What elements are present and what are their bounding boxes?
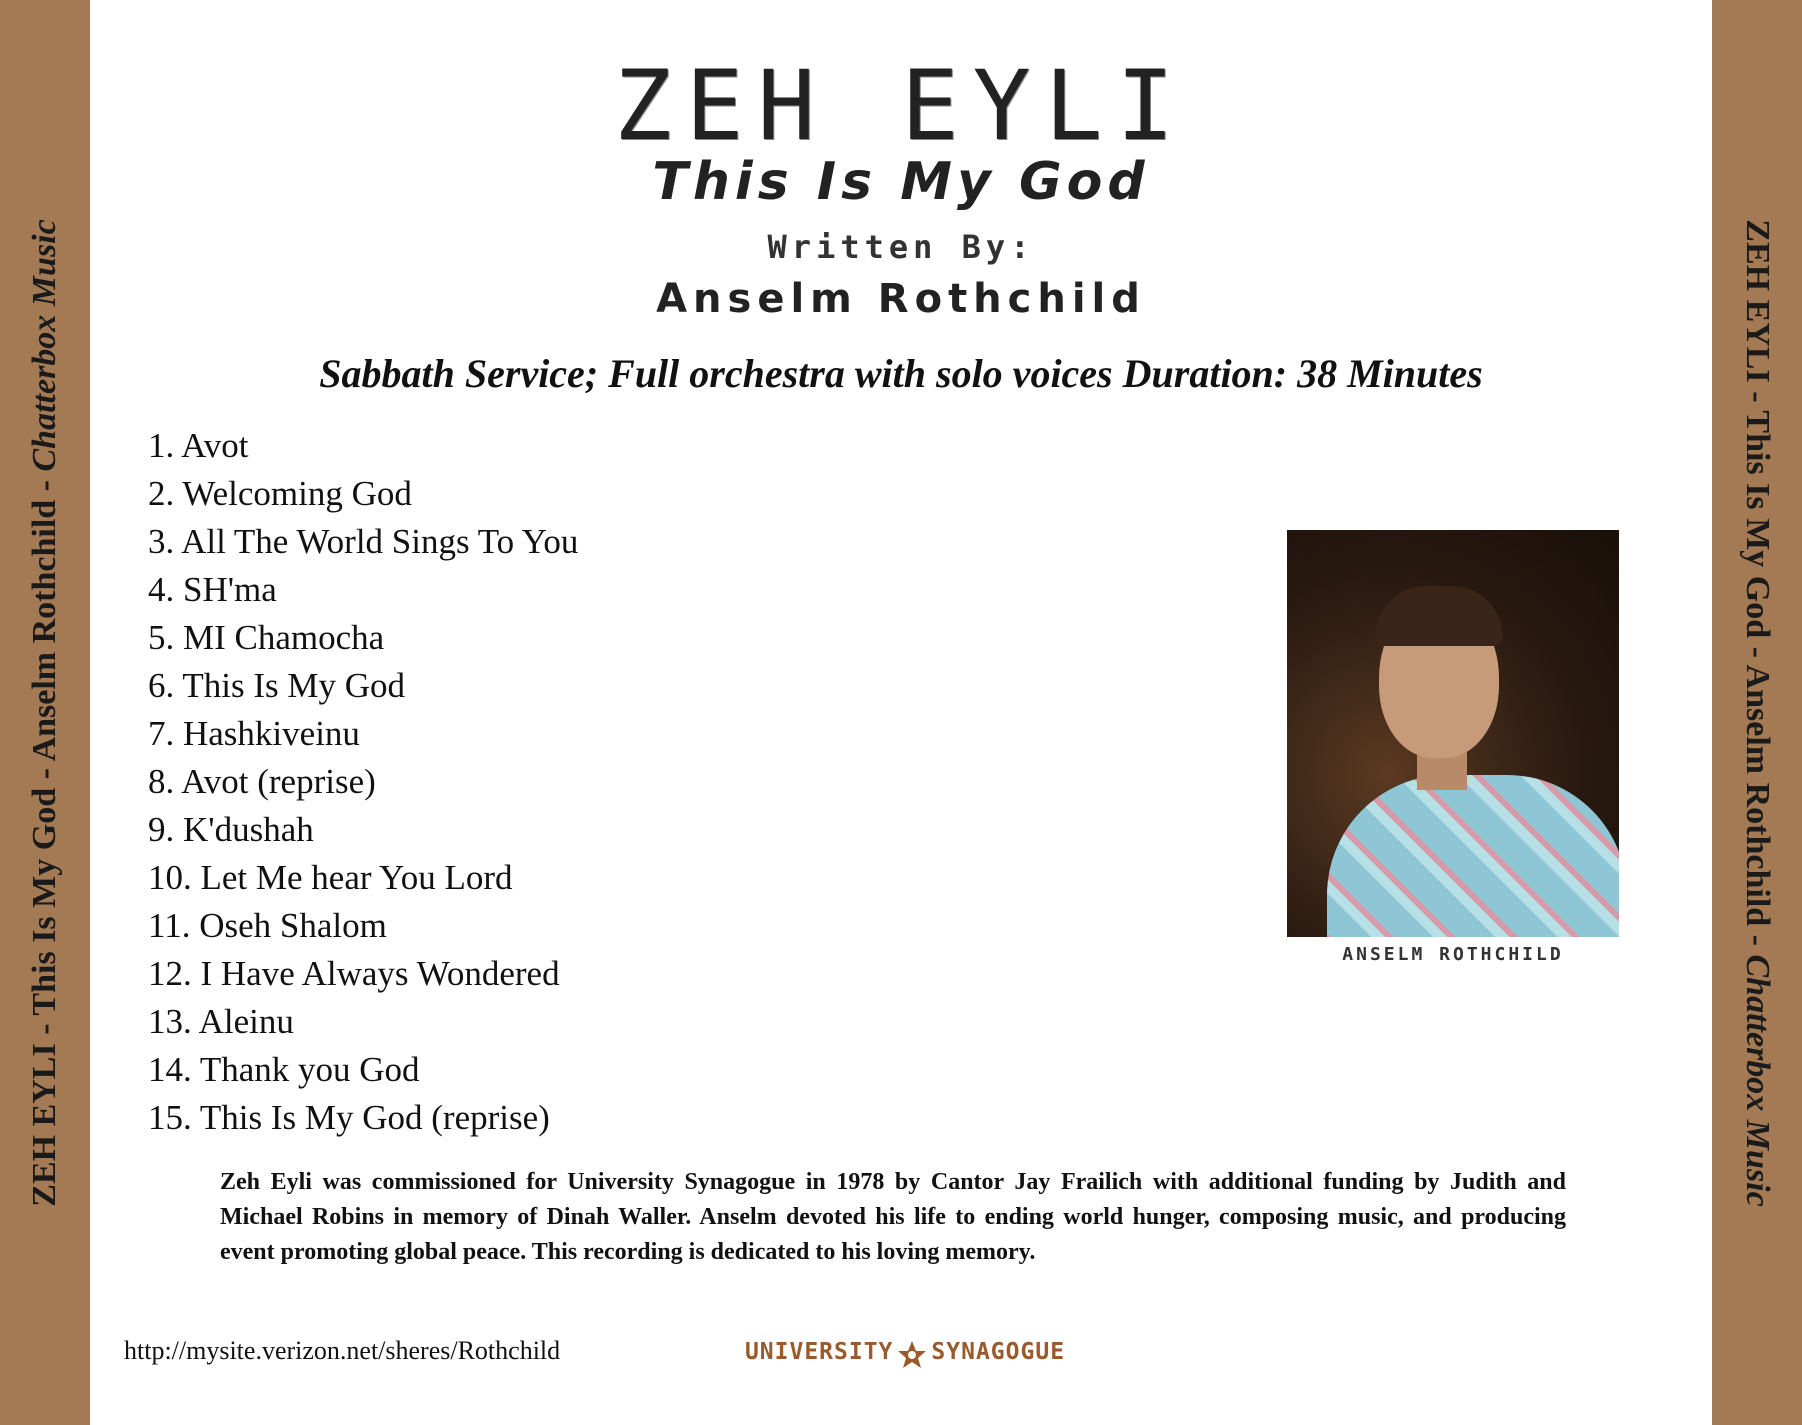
track-item: 5. MI Chamocha (148, 618, 385, 657)
album-title: ZEH EYLI (613, 50, 1189, 162)
track-list (148, 422, 578, 1142)
track-item: 6. This Is My God (148, 666, 406, 705)
track-item: 1. Avot (148, 426, 249, 465)
track-item: 3. All The World Sings To You (148, 522, 579, 561)
logo-text-left: UNIVERSITY (744, 1339, 894, 1365)
logo-text-right: SYNAGOGUE (931, 1339, 1066, 1365)
photo-caption: ANSELM ROTHCHILD (1342, 944, 1564, 965)
right-spine (1712, 0, 1802, 1425)
spine-label: Chatterbox Music (1739, 954, 1776, 1207)
track-item: 13. Aleinu (148, 1002, 294, 1041)
album-subtitle: This Is My God (652, 152, 1150, 212)
track-item: 4. SH'ma (148, 570, 277, 609)
spine-title: ZEH EYLI - This Is My God - Anselm Rothchild - (26, 470, 63, 1207)
left-spine (0, 0, 90, 1425)
track-item: 8. Avot (reprise) (148, 762, 376, 801)
work-description: Sabbath Service; Full orchestra with solo voices Duration: 38 Minutes (319, 351, 1483, 396)
university-synagogue-logo (698, 1332, 1112, 1372)
track-item: 9. K'dushah (148, 810, 314, 849)
website-link[interactable]: http://mysite.verizon.net/sheres/Rothchild (124, 1336, 561, 1365)
track-item: 10. Let Me hear You Lord (148, 858, 513, 897)
composer-photo (1287, 530, 1619, 937)
written-by-label: Written By: (767, 228, 1035, 266)
left-spine-text (26, 219, 64, 1206)
track-item: 2. Welcoming God (148, 474, 412, 513)
right-spine-text (1738, 219, 1776, 1206)
track-item: 15. This Is My God (reprise) (148, 1098, 550, 1137)
track-item: 7. Hashkiveinu (148, 714, 360, 753)
spine-label: Chatterbox Music (26, 218, 63, 471)
composer-name: Anselm Rothchild (656, 276, 1146, 322)
track-item: 12. I Have Always Wondered (148, 954, 560, 993)
spine-title: ZEH EYLI - This Is My God - Anselm Rothchild - (1739, 218, 1776, 955)
star-emblem-icon (897, 1340, 927, 1370)
track-item: 14. Thank you God (148, 1050, 420, 1089)
track-item: 11. Oseh Shalom (148, 906, 387, 945)
liner-notes: Zeh Eyli was commissioned for University Synagogue in 1978 by Cantor Jay Frailich with additional funding by Judith and Michael Robins in memory of Dinah Waller. Anselm devoted his life to ending world hunger, composing music, and producing event promoting global peace. This recording is dedicated to his loving memory. (220, 1169, 1566, 1265)
